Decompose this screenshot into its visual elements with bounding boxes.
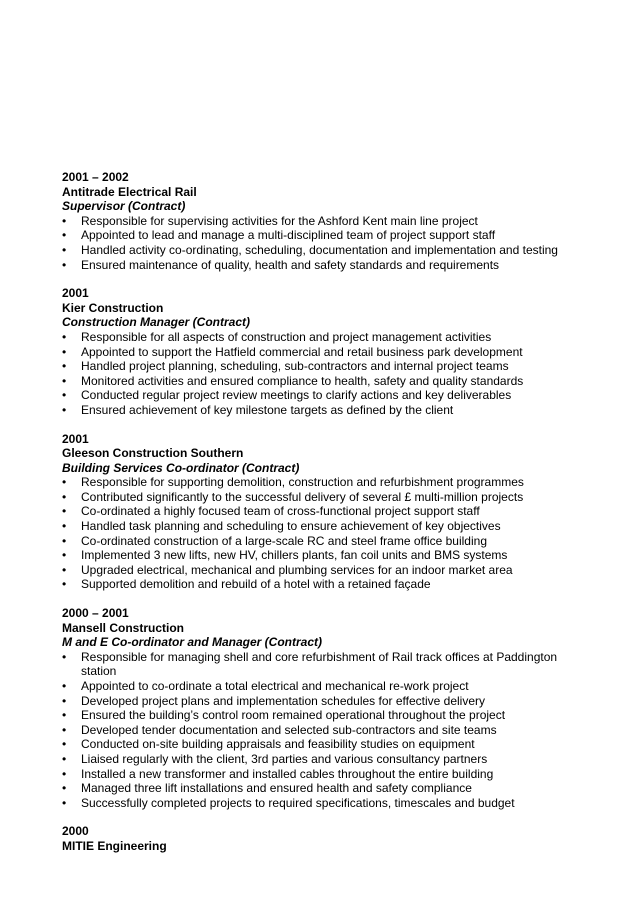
bullet-icon: • (62, 795, 67, 810)
job-role: Construction Manager (Contract) (62, 315, 251, 330)
list-item (62, 374, 562, 389)
job-period: 2001 – 2002 (62, 170, 129, 184)
duty-text: Handled project planning, scheduling, sub-contractors and internal project teams (81, 359, 509, 374)
list-item (62, 504, 562, 519)
job-period: 2000 – 2001 (62, 606, 129, 621)
job-period: 2000 (62, 824, 89, 839)
bullet-icon: • (62, 359, 67, 374)
list-item (62, 767, 562, 782)
list-item (62, 752, 562, 767)
bullet-icon: • (62, 781, 67, 796)
duty-text: Installed a new transformer and installed cables throughout the entire building (81, 766, 494, 781)
list-item (62, 519, 562, 534)
bullet-icon: • (62, 489, 67, 504)
bullet-icon: • (62, 693, 67, 708)
list-item (62, 228, 562, 243)
list-item (62, 534, 562, 549)
duty-text: Developed tender documentation and selected sub-contractors and site teams (81, 722, 497, 737)
job-entry (62, 432, 562, 593)
bullet-icon: • (62, 562, 67, 577)
duty-text: Managed three lift installations and ensured health and safety compliance (81, 781, 472, 796)
duty-text: Successfully completed projects to required specifications, timescales and budget (81, 795, 515, 810)
list-item (62, 330, 562, 345)
bullet-icon: • (62, 751, 67, 766)
duty-text: Co-ordinated a highly focused team of cross-functional project support staff (81, 504, 480, 519)
job-period: 2001 (62, 431, 89, 446)
duties-list (62, 330, 562, 418)
duty-text: Ensured maintenance of quality, health and safety standards and requirements (81, 257, 500, 272)
duty-text: Co-ordinated construction of a large-scale RC and steel frame office building (81, 533, 487, 548)
bullet-icon: • (62, 257, 67, 272)
list-item (62, 694, 562, 709)
bullet-icon: • (62, 577, 67, 592)
bullet-icon: • (62, 213, 67, 228)
duty-text: Handled task planning and scheduling to ensure achievement of key objectives (81, 519, 501, 534)
bullet-icon: • (62, 402, 67, 417)
company-name: Mansell Construction (62, 620, 185, 635)
bullet-icon: • (62, 228, 67, 243)
list-item (62, 359, 562, 374)
company-name: Kier Construction (62, 300, 164, 315)
duty-text: Appointed to co-ordinate a total electrical and mechanical re-work project (81, 679, 469, 693)
duties-list (62, 650, 562, 811)
list-item (62, 650, 562, 679)
duty-text: Conducted on-site building appraisals and feasibility studies on equipment (81, 737, 475, 752)
duty-text: Supported demolition and rebuild of a hotel with a retained façade (81, 577, 431, 592)
duty-text: Handled activity co-ordinating, scheduling, documentation and implementation and testing (81, 242, 558, 257)
list-item (62, 243, 562, 258)
company-name: Gleeson Construction Southern (62, 446, 244, 461)
bullet-icon: • (62, 519, 67, 534)
job-role: Supervisor (Contract) (62, 199, 186, 214)
list-item (62, 345, 562, 360)
job-entry (62, 824, 562, 853)
list-item (62, 403, 562, 418)
duty-text: Monitored activities and ensured compliance to health, safety and quality standards (81, 373, 524, 388)
duty-text: Ensured the building’s control room remained operational throughout the project (81, 708, 506, 723)
job-entry (62, 286, 562, 417)
bullet-icon: • (62, 766, 67, 781)
list-item (62, 796, 562, 811)
duties-list (62, 475, 562, 592)
list-item (62, 781, 562, 796)
duty-text: Appointed to lead and manage a multi-disciplined team of project support staff (81, 228, 496, 243)
bullet-icon: • (62, 475, 67, 490)
list-item (62, 679, 562, 694)
bullet-icon: • (62, 737, 67, 752)
bullet-icon: • (62, 679, 67, 693)
duties-list (62, 214, 562, 272)
job-period: 2001 (62, 286, 89, 301)
cv-experience-section (62, 170, 562, 868)
list-item (62, 548, 562, 563)
job-entry (62, 170, 562, 272)
list-item (62, 723, 562, 738)
duty-text: Appointed to support the Hatfield commercial and retail business park development (81, 344, 523, 359)
bullet-icon: • (62, 722, 67, 737)
bullet-icon: • (62, 708, 67, 723)
list-item (62, 490, 562, 505)
duty-text: Implemented 3 new lifts, new HV, chillers plants, fan coil units and BMS systems (81, 548, 508, 563)
duty-text: Responsible for supervising activities for the Ashford Kent main line project (81, 213, 478, 228)
bullet-icon: • (62, 242, 67, 257)
bullet-icon: • (62, 344, 67, 359)
duty-text: Liaised regularly with the client, 3rd parties and various consultancy partners (81, 751, 488, 766)
duty-text: Ensured achievement of key milestone targets as defined by the client (81, 402, 454, 417)
bullet-icon: • (62, 504, 67, 519)
duty-text: Conducted regular project review meetings to clarify actions and key deliverables (81, 388, 512, 403)
duty-text: Upgraded electrical, mechanical and plumbing services for an indoor market area (81, 562, 513, 577)
list-item (62, 563, 562, 578)
list-item (62, 258, 562, 273)
bullet-icon: • (62, 329, 67, 344)
list-item (62, 708, 562, 723)
bullet-icon: • (62, 373, 67, 388)
duty-text: Responsible for managing shell and core refurbishment of Rail track offices at Paddington station (81, 649, 558, 679)
company-name: MITIE Engineering (62, 838, 167, 853)
bullet-icon: • (62, 649, 67, 664)
job-entry (62, 606, 562, 810)
job-role: M and E Co-ordinator and Manager (Contract) (62, 635, 323, 650)
duty-text: Responsible for supporting demolition, construction and refurbishment programmes (81, 475, 524, 490)
job-role: Building Services Co-ordinator (Contract) (62, 460, 300, 475)
list-item (62, 475, 562, 490)
duty-text: Developed project plans and implementation schedules for effective delivery (81, 693, 486, 708)
list-item (62, 388, 562, 403)
list-item (62, 214, 562, 229)
duty-text: Contributed significantly to the successful delivery of several £ multi-million projects (81, 489, 524, 504)
bullet-icon: • (62, 548, 67, 563)
list-item (62, 577, 562, 592)
bullet-icon: • (62, 533, 67, 548)
list-item (62, 737, 562, 752)
duty-text: Responsible for all aspects of construction and project management activities (81, 329, 492, 344)
bullet-icon: • (62, 388, 67, 403)
company-name: Antitrade Electrical Rail (62, 184, 197, 199)
